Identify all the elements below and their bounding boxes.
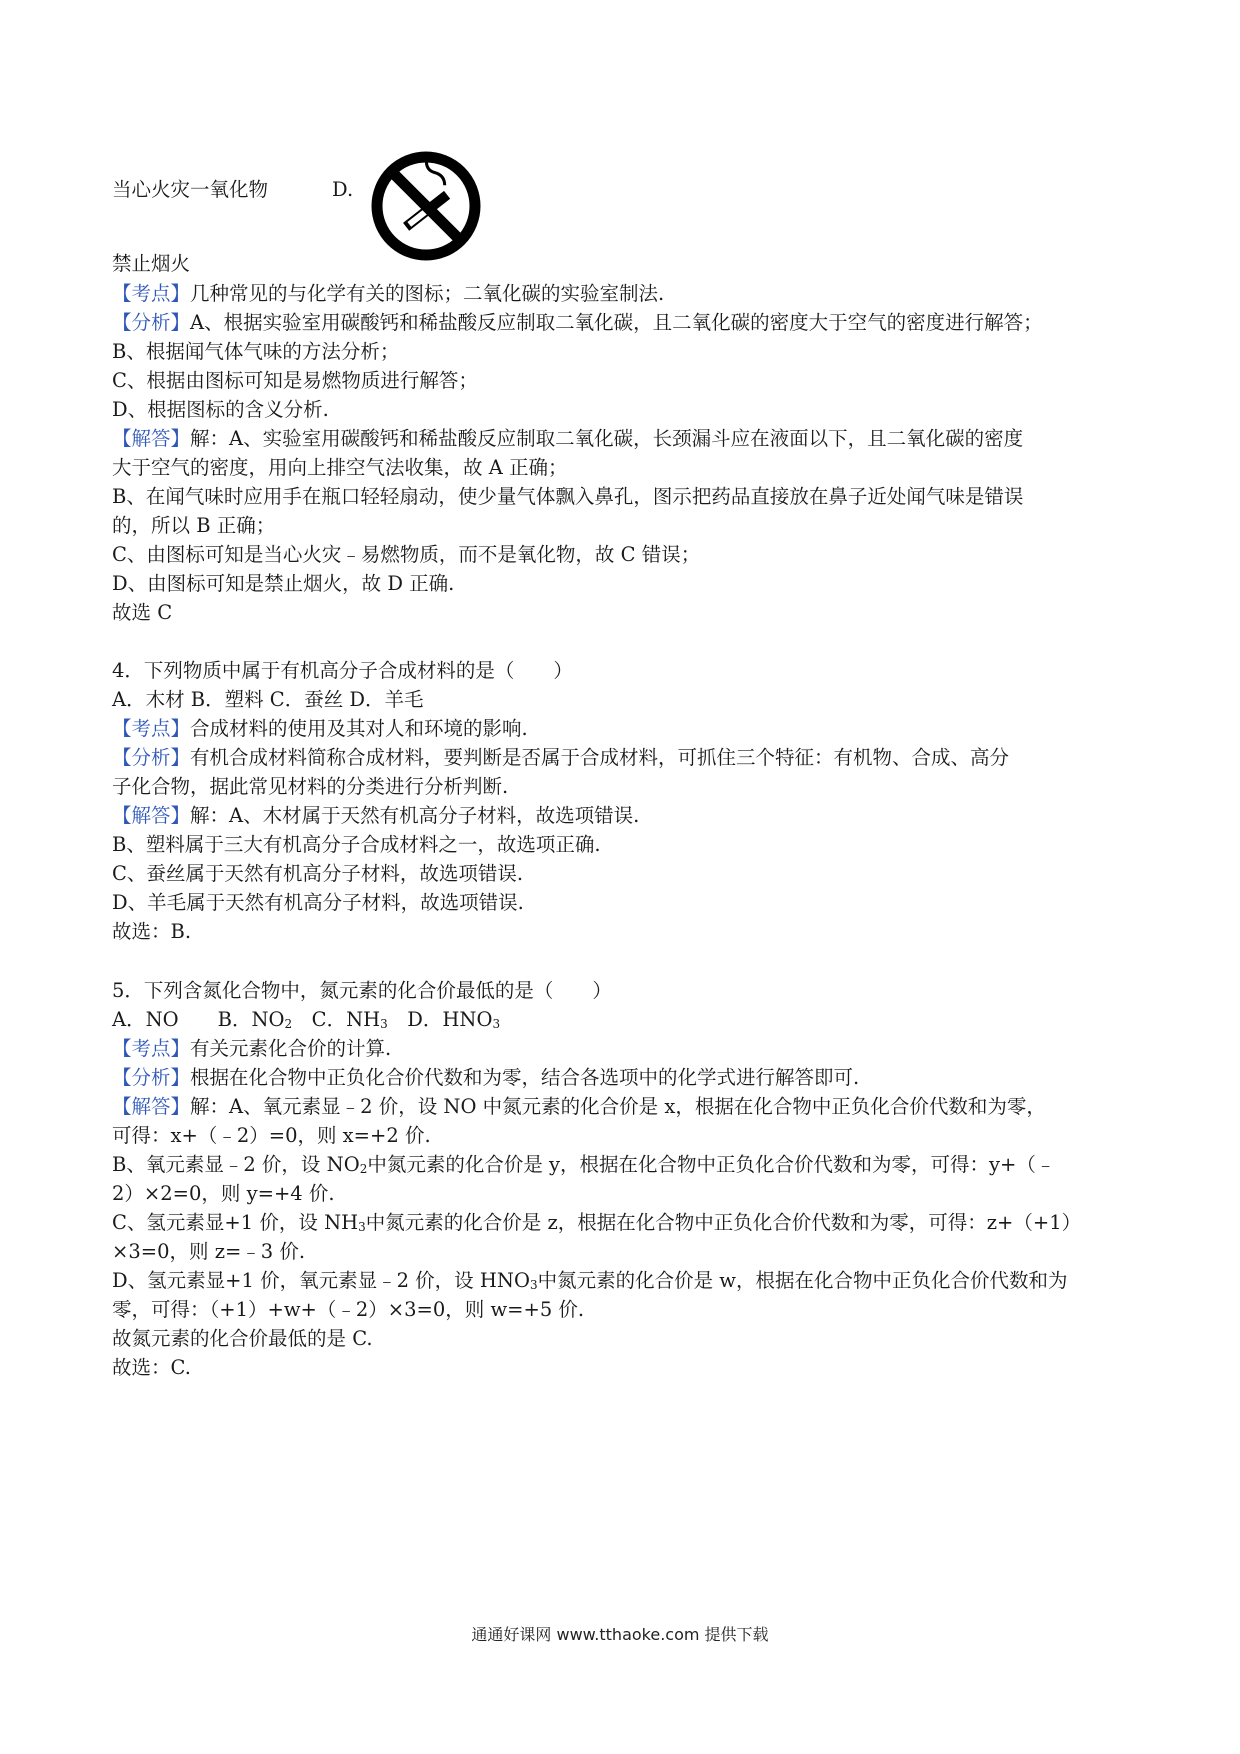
subscript: 2 [284, 1017, 293, 1031]
jieda-text: 解：A、实验室用碳酸钙和稀盐酸反应制取二氧化碳，长颈漏斗应在液面以下，且二氧化碳的密度 [190, 427, 1024, 450]
q5-answer: 故选：C. [112, 1356, 191, 1379]
q5-jieda-line: ×3=0，则 z=﹣3 价. [112, 1240, 306, 1263]
q5-jieda-line [112, 1209, 1081, 1237]
q5-jieda-line [112, 1267, 1067, 1295]
kaodian-text: 有关元素化合价的计算. [190, 1037, 392, 1060]
text: 中氮元素的化合价是 z，根据在化合物中正负化合价代数和为零，可得：z+（+1） [365, 1211, 1082, 1234]
option-c-label: 当心火灾一氧化物 [112, 178, 269, 201]
fenxi-text: A、根据实验室用碳酸钙和稀盐酸反应制取二氧化碳，且二氧化碳的密度大于空气的密度进行解答； [190, 311, 1043, 334]
q4-question: 4．下列物质中属于有机高分子合成材料的是（ ） [112, 659, 573, 682]
q5-options [112, 1006, 500, 1034]
q4-jieda-line: B、塑料属于三大有机高分子合成材料之一，故选项正确. [112, 833, 601, 856]
text: C、氢元素显+1 价，设 NH [112, 1211, 359, 1234]
fenxi-tag: 【分析】 [112, 1066, 191, 1089]
q5-jieda-line: 零，可得：（+1）+w+（﹣2）×3=0，则 w=+5 价. [112, 1298, 585, 1321]
subscript: 2 [359, 1162, 368, 1176]
text: B、氧元素显﹣2 价，设 NO [112, 1153, 360, 1176]
q3-jieda-line: D、由图标可知是禁止烟火，故 D 正确. [112, 572, 455, 595]
text: 中氮元素的化合价是 y，根据在化合物中正负化合价代数和为零，可得：y+（﹣ [367, 1153, 1056, 1176]
q4-fenxi [112, 744, 1009, 772]
q5-jieda-line: 2）×2=0，则 y=+4 价. [112, 1182, 335, 1205]
subscript: 3 [492, 1017, 501, 1031]
q5-option-text: D．HNO [387, 1008, 493, 1031]
q3-fenxi [112, 309, 1043, 337]
q4-fenxi-line: 子化合物，据此常见材料的分类进行分析判断. [112, 775, 509, 798]
subscript: 3 [358, 1220, 366, 1234]
subscript: 3 [380, 1017, 388, 1031]
option-d-caption: 禁止烟火 [112, 252, 191, 275]
fenxi-text: 根据在化合物中正负化合价代数和为零，结合各选项中的化学式进行解答即可. [190, 1066, 860, 1089]
option-c-text [112, 176, 268, 204]
jieda-text: 解：A、氧元素显﹣2 价，设 NO 中氮元素的化合价是 x，根据在化合物中正负化合价代数和为零， [190, 1095, 1046, 1118]
kaodian-text: 几种常见的与化学有关的图标；二氧化碳的实验室制法. [190, 282, 665, 305]
q3-jieda-line: B、在闻气味时应用手在瓶口轻轻扇动，使少量气体飘入鼻孔，图示把药品直接放在鼻子近处闻气味是错误 [112, 485, 1024, 508]
kaodian-tag: 【考点】 [112, 282, 191, 305]
jieda-tag: 【解答】 [112, 427, 191, 450]
q4-kaodian [112, 715, 528, 743]
jieda-tag: 【解答】 [112, 804, 191, 827]
page-footer: 通通好课网 www.tthaoke.com 提供下载 [471, 1625, 769, 1644]
q3-fenxi-line: D、根据图标的含义分析. [112, 398, 329, 421]
q4-options: A．木材 B．塑料 C．蚕丝 D．羊毛 [112, 688, 424, 711]
option-d-label: D. [332, 178, 354, 201]
q4-jieda-line: D、羊毛属于天然有机高分子材料，故选项错误. [112, 891, 524, 914]
q5-option-text: A．NO B．NO [112, 1008, 285, 1031]
q4-jieda [112, 802, 639, 830]
jieda-text: 解：A、木材属于天然有机高分子材料，故选项错误. [190, 804, 640, 827]
q5-question: 5．下列含氮化合物中，氮元素的化合价最低的是（ ） [112, 979, 612, 1002]
q5-jieda [112, 1093, 1046, 1121]
q5-jieda-line: 可得：x+（﹣2）=0，则 x=+2 价. [112, 1124, 431, 1147]
q3-jieda [112, 425, 1023, 453]
q3-fenxi-line: B、根据闻气体气味的方法分析； [112, 340, 400, 363]
kaodian-text: 合成材料的使用及其对人和环境的影响. [190, 717, 528, 740]
q5-fenxi [112, 1064, 859, 1092]
q5-jieda-line [112, 1151, 1055, 1179]
q5-conclusion: 故氮元素的化合价最低的是 C. [112, 1327, 373, 1350]
q3-fenxi-line: C、根据由图标可知是易燃物质进行解答； [112, 369, 478, 392]
subscript: 3 [529, 1278, 538, 1292]
q3-jieda-line: 大于空气的密度，用向上排空气法收集，故 A 正确； [112, 456, 568, 479]
kaodian-tag: 【考点】 [112, 1037, 191, 1060]
fenxi-tag: 【分析】 [112, 311, 191, 334]
q4-answer: 故选：B. [112, 920, 192, 943]
q4-jieda-line: C、蚕丝属于天然有机高分子材料，故选项错误. [112, 862, 524, 885]
q5-option-text: C．NH [292, 1008, 381, 1031]
q5-kaodian [112, 1035, 391, 1063]
no-smoking-sign-icon [370, 150, 482, 262]
fenxi-tag: 【分析】 [112, 746, 191, 769]
text: 中氮元素的化合价是 w，根据在化合物中正负化合价代数和为 [537, 1269, 1068, 1292]
q3-answer: 故选 C [112, 601, 173, 624]
kaodian-tag: 【考点】 [112, 717, 191, 740]
q3-jieda-line: C、由图标可知是当心火灾﹣易燃物质，而不是氧化物，故 C 错误； [112, 543, 701, 566]
text: D、氢元素显+1 价，氧元素显﹣2 价，设 HNO [112, 1269, 530, 1292]
jieda-tag: 【解答】 [112, 1095, 191, 1118]
q3-jieda-line: 的，所以 B 正确； [112, 514, 276, 537]
q3-kaodian [112, 280, 664, 308]
fenxi-text: 有机合成材料简称合成材料，要判断是否属于合成材料，可抓住三个特征：有机物、合成、高分 [190, 746, 1010, 769]
